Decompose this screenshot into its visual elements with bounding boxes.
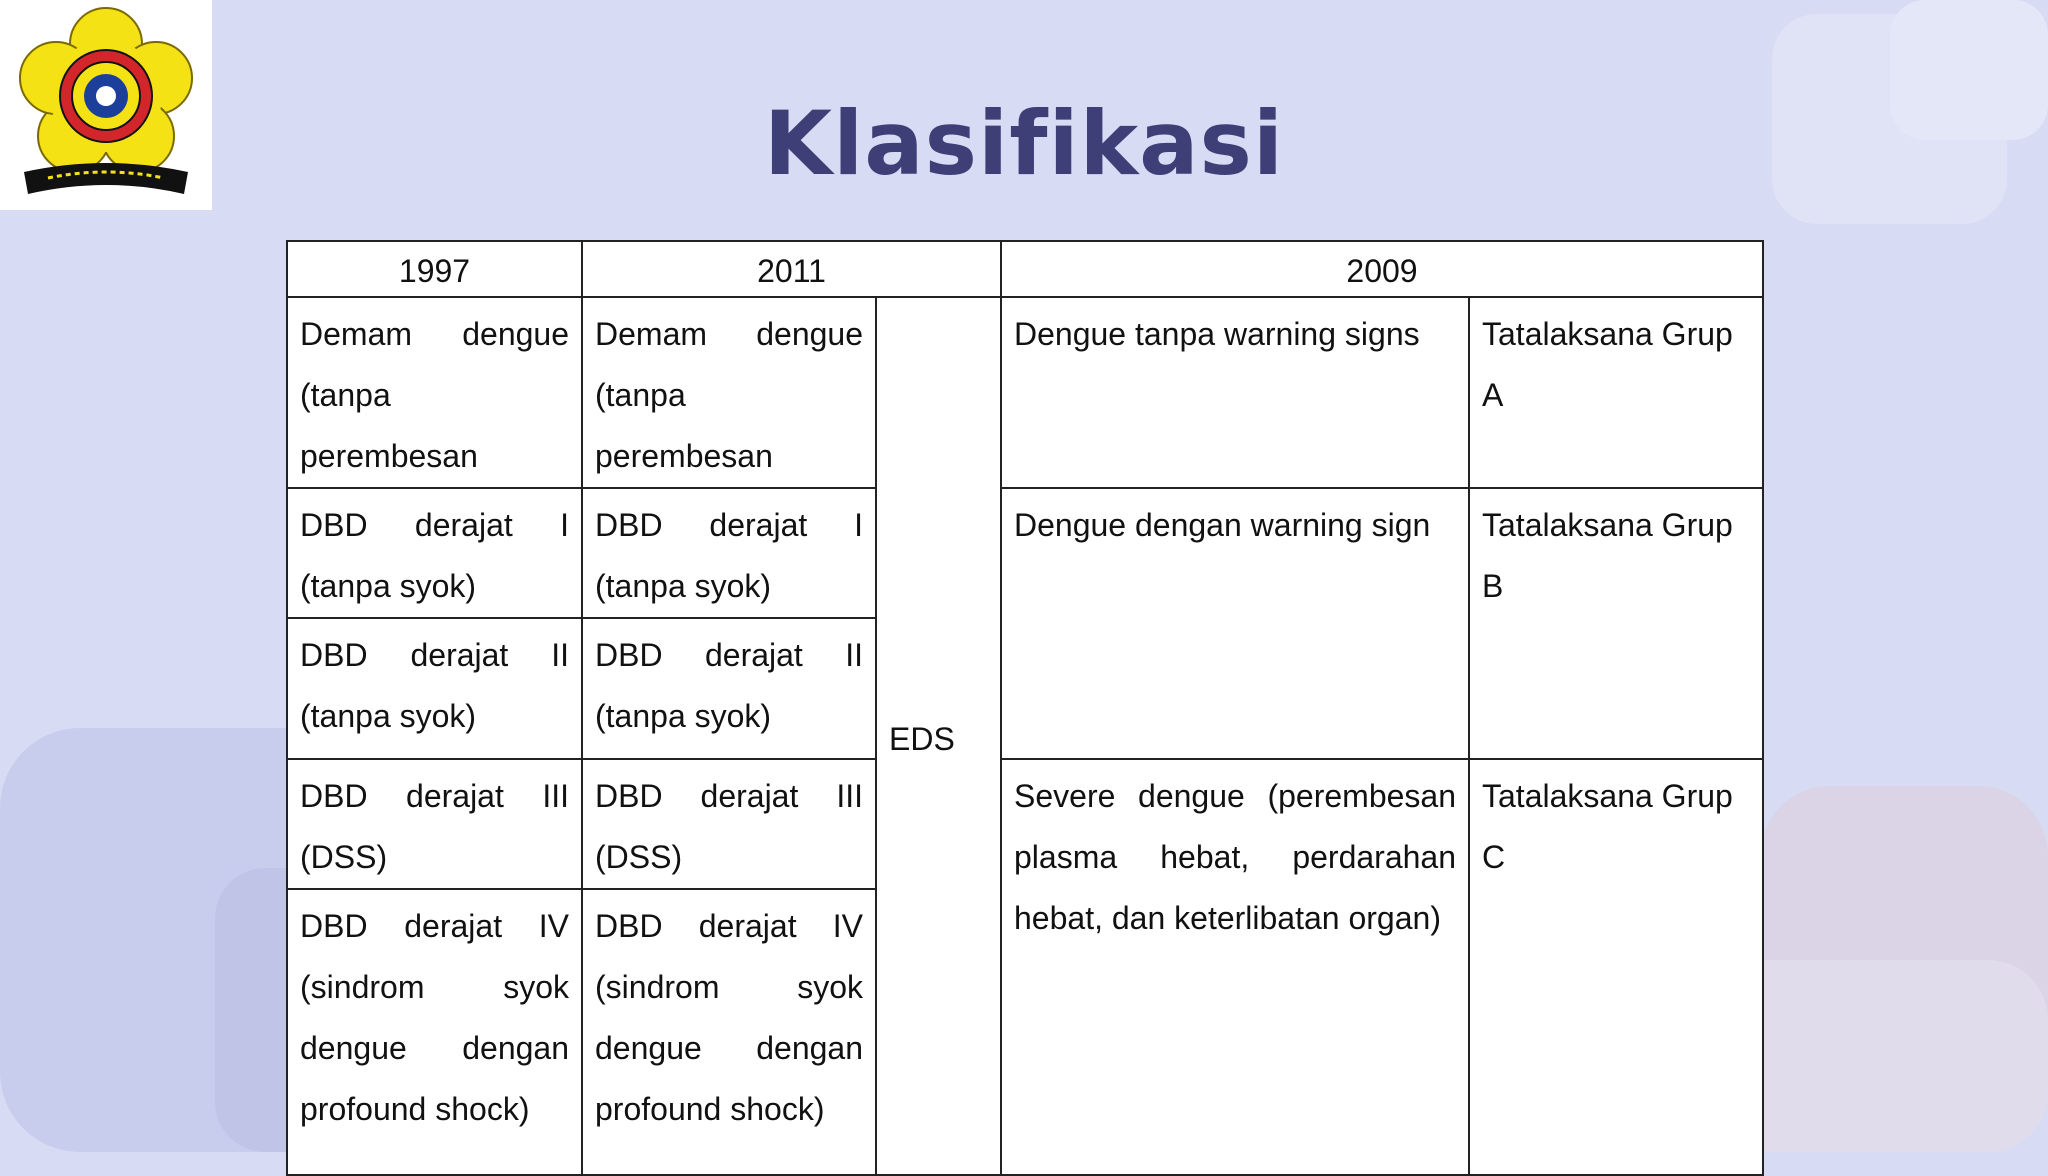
header-1997: 1997 [287,241,582,297]
header-2009: 2009 [1001,241,1763,297]
cell-1997: DBD derajat III (DSS) [287,759,582,889]
cell-2011: DBD derajat I (tanpa syok) [582,488,876,618]
table-row [287,759,1763,889]
table-row [287,297,1763,488]
page-title: Klasifikasi [763,92,1285,195]
cell-2011: DBD derajat II (tanpa syok) [582,618,876,759]
cell-1997: Demam dengue (tanpa perembesan [287,297,582,488]
cell-2011: DBD derajat III (DSS) [582,759,876,889]
cell-2009: Dengue tanpa warning signs [1001,297,1469,488]
cell-1997: DBD derajat IV (sindrom syok dengue dengan profound shock) [287,889,582,1175]
cell-2011: Demam dengue (tanpa perembesan [582,297,876,488]
cell-2009: Dengue dengan warning sign [1001,488,1469,759]
classification-table [286,240,1764,1176]
cell-eds: EDS [876,297,1001,1175]
header-2011: 2011 [582,241,1001,297]
cell-1997: DBD derajat I (tanpa syok) [287,488,582,618]
cell-2011: DBD derajat IV (sindrom syok dengue dengan profound shock) [582,889,876,1175]
cell-2009: Severe dengue (perembesan plasma hebat, perdarahan hebat, dan keterlibatan organ) [1001,759,1469,1175]
cell-1997: DBD derajat II (tanpa syok) [287,618,582,759]
table-row [287,488,1763,618]
cell-tatalaksana: Tatalaksana Grup B [1469,488,1763,759]
cell-tatalaksana: Tatalaksana Grup C [1469,759,1763,1175]
table-header-row [287,241,1763,297]
cell-tatalaksana: Tatalaksana Grup A [1469,297,1763,488]
